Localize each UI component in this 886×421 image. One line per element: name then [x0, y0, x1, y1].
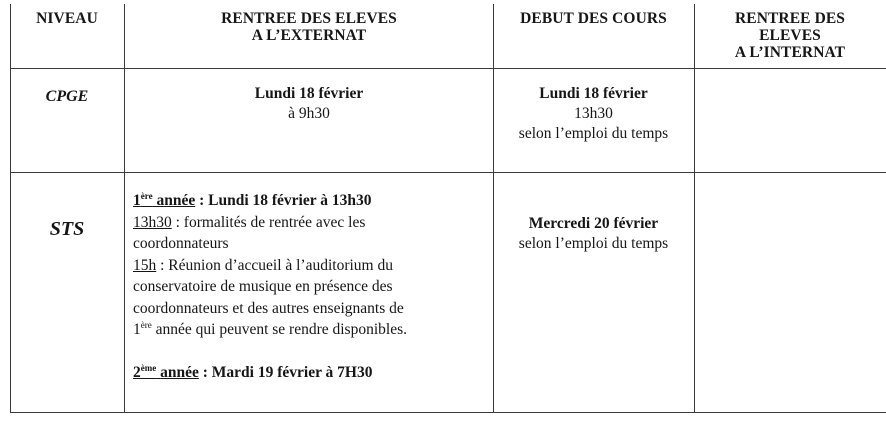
table-rule-row-divider: [10, 172, 886, 173]
table-rule-col4: [694, 4, 695, 413]
sts-year1-word: année: [156, 192, 196, 209]
cpge-externat-date: Lundi 18 février: [254, 85, 364, 102]
row-cpge-niveau: CPGE: [45, 88, 89, 105]
sts-t2-time: 15h: [133, 256, 157, 274]
sts-year2-label: [133, 364, 199, 381]
table-rule-col1: [10, 4, 11, 413]
sts-year2-heading: [133, 362, 489, 384]
cpge-debut-time: 13h30: [574, 105, 613, 122]
cpge-debut-date: Lundi 18 février: [539, 85, 648, 102]
sts-t1-line2: coordonnateurs: [133, 235, 229, 252]
sts-debut-note: selon l’emploi du temps: [518, 235, 669, 252]
header-debut: [497, 10, 690, 27]
sts-debut-date: Mercredi 20 février: [528, 215, 659, 232]
row-sts-debut: [497, 214, 690, 254]
header-debut-label: DEBUT DES COURS: [520, 10, 667, 27]
sts-t2-line: [133, 255, 489, 277]
header-niveau-label: NIVEAU: [36, 10, 98, 27]
header-internat-line1: RENTREE DES: [734, 10, 846, 27]
sts-t2-line3: coordonnateurs et des autres enseignants de: [133, 299, 404, 317]
row-sts-externat: [133, 190, 489, 384]
header-niveau: [14, 10, 120, 27]
sts-year1-heading: [133, 190, 489, 212]
sts-year2-word: année: [160, 364, 199, 381]
header-internat-line3: A L’INTERNAT: [734, 44, 846, 61]
sts-year2-sup: ème: [140, 363, 157, 373]
row-sts-niveau: STS: [49, 218, 85, 240]
sts-t1-text: : formalités de rentrée avec les: [171, 213, 366, 231]
table-rule-top-header: [10, 68, 886, 69]
header-internat: [698, 10, 882, 61]
sts-year1-num: 1: [133, 192, 141, 209]
header-internat-line2: ELEVES: [759, 27, 821, 44]
sts-t2-line4-num: 1: [133, 321, 141, 338]
sts-spacer: [133, 341, 489, 363]
sts-t1-time: 13h30: [133, 213, 172, 231]
sts-t2-line4-rest: année qui peuvent se rendre disponibles.: [151, 321, 407, 338]
sts-year2-rest: : Mardi 19 février à 7H30: [198, 364, 373, 381]
cpge-debut-note: selon l’emploi du temps: [518, 125, 669, 142]
table-rule-col3: [493, 4, 494, 413]
sts-t2-line4-sup: ère: [140, 320, 152, 330]
row-cpge-debut: [497, 84, 690, 144]
sts-t1-line: [133, 212, 489, 234]
header-externat: [128, 10, 490, 44]
sts-year1-rest: : Lundi 18 février à 13h30: [195, 192, 372, 209]
cpge-externat-time: à 9h30: [288, 105, 330, 122]
sts-year1-label: [133, 192, 195, 209]
row-cpge-externat: [128, 84, 490, 124]
sts-year2-num: 2: [133, 364, 141, 381]
sts-t2-line4: [133, 319, 489, 341]
sts-t2-line2: conservatoire de musique en présence des: [133, 278, 393, 295]
table-rule-col2: [124, 4, 125, 413]
sts-t2-text: : Réunion d’accueil à l’auditorium du: [156, 256, 393, 274]
table-rule-bottom: [10, 412, 886, 413]
header-externat-line2: A L’EXTERNAT: [251, 27, 367, 44]
header-externat-line1: RENTREE DES ELEVES: [221, 10, 397, 27]
sts-year1-sup: ère: [140, 191, 153, 201]
